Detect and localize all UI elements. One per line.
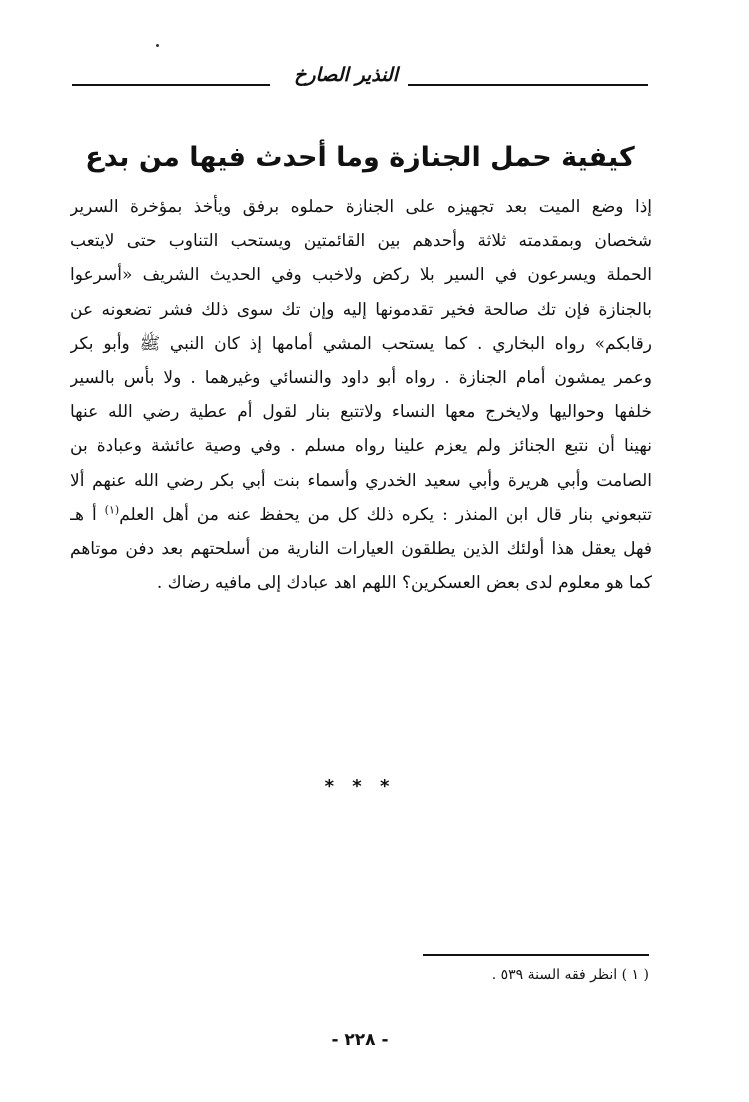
body-text [70, 190, 652, 600]
body-line-5: رقابكم» رواه البخاري . كما يستحب المشي أمامها إذ كان النبي ﷺ وأبو بكر [70, 333, 652, 354]
scan-speck [156, 44, 159, 47]
body-line-4: بالجنازة فإن تك صالحة فخير تقدمونها إليه وإن تك سوى ذلك فشر تضعونه عن [70, 299, 652, 320]
body-line-12: كما هو معلوم لدى بعض العسكرين؟ اللهم اهد عبادك إلى مافيه رضاك . [156, 573, 652, 594]
footnote-rule [423, 954, 649, 956]
body-line-8: نهينا أن نتبع الجنائز ولم يعزم علينا رواه مسلم . وفي وصية عائشة وعبادة بن [70, 436, 652, 457]
body-line-10-main: تتبعوني بنار قال ابن المنذر : يكره ذلك كل من يحفظ عنه من أهل العلم [119, 504, 652, 525]
footnote: ( ١ ) انظر فقه السنة ٥٣٩ . [491, 967, 649, 983]
running-title: النذير الصارخ [294, 64, 398, 86]
body-line-9: الصامت وأبي هريرة وأبي سعيد الخدري وأسماء بنت أبي بكر رضي الله عنهم ألا [70, 470, 652, 491]
body-line-11: فهل يعقل هذا أولئك الذين يطلقون العيارات النارية من أسلحتهم بعد دفن موتاهم [70, 538, 652, 559]
body-line-1: إذا وضع الميت بعد تجهيزه على الجنازة حملوه برفق ويأخذ بمؤخرة السرير [70, 197, 652, 217]
body-line-7: خلفها وحواليها ولايخرج معها النساء ولاتتبع بنار لقول أم عطية رضي الله عنها [70, 402, 652, 423]
body-line-10-end: أ هـ [70, 504, 97, 525]
body-line-10 [70, 498, 652, 532]
body-line-3: الحملة ويسرعون في السير بلا ركض ولاخبب وفي الحديث الشريف «أسرعوا [70, 265, 652, 286]
body-line-6: وعمر يمشون أمام الجنازة . رواه أبو داود والنسائي وغيرهما . ولا بأس بالسير [70, 367, 652, 388]
page-number: - ٢٢٨ - [331, 1030, 389, 1050]
chapter-title: كيفية حمل الجنازة وما أحدث فيها من بدع [85, 142, 635, 173]
running-header [72, 62, 648, 92]
footnote-marker: (١) [104, 503, 120, 517]
header-rule-right [408, 84, 648, 86]
body-line-2: شخصان وبمقدمته ثلاثة وأحدهم بين القائمتين ويستحب التناوب حتى لايتعب [70, 231, 652, 252]
header-rule-left [72, 84, 270, 86]
section-separator: * * * [324, 776, 396, 797]
